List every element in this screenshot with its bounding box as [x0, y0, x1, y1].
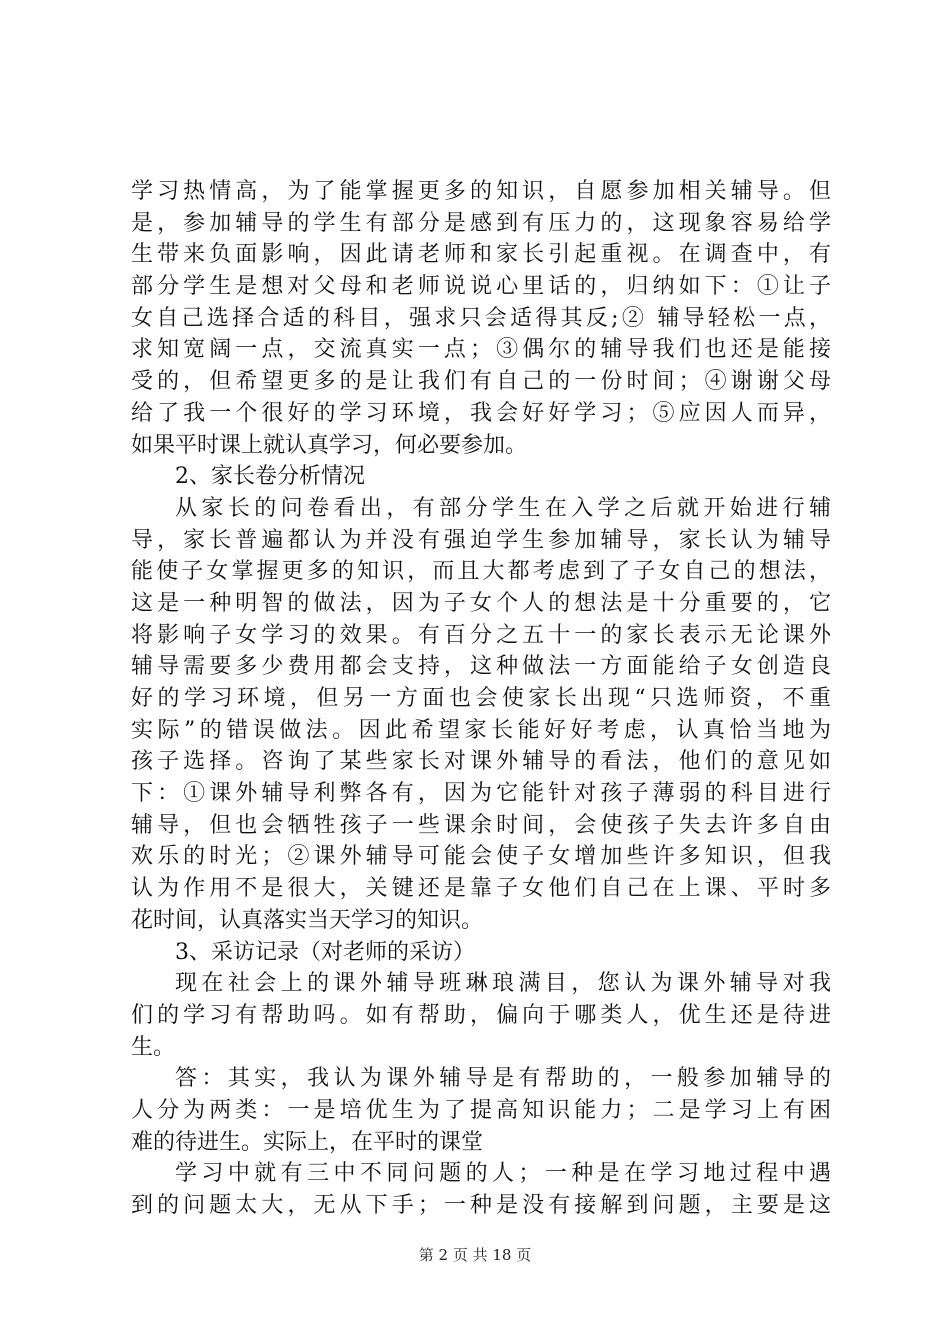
- text-line: 下：①课外辅导利弊各有，因为它能针对孩子薄弱的科目进行: [131, 781, 831, 807]
- text-line: 从家长的问卷看出，有部分学生在入学之后就开始进行辅: [175, 495, 831, 521]
- text-line: 辅导，但也会牺牲孩子一些课余时间，会使孩子失去许多自由: [131, 812, 831, 838]
- text-line: 好的学习环境，但另一方面也会使家长出现“只选师资，不重: [131, 686, 831, 711]
- paragraph-interview-answer: [131, 1063, 831, 1158]
- text-line: 辅导需要多少费用都会支持，这种做法一方面能给子女创造良: [131, 654, 831, 680]
- section-heading-interview: 3、采访记录（对老师的采访）: [175, 939, 475, 965]
- text-line: 是，参加辅导的学生有部分是感到有压力的，这现象容易给学: [131, 210, 831, 236]
- page-number-footer: 第 2 页 共 18 页: [418, 1246, 532, 1264]
- text-line: 人分为两类：一是培优生为了提高知识能力；二是学习上有困: [131, 1097, 831, 1123]
- text-line: 部分学生是想对父母和老师说说心里话的，归纳如下：①让子: [131, 274, 831, 300]
- text-line: 到的问题太大，无从下手；一种是没有接解到问题，主要是这: [131, 1193, 831, 1218]
- text-line: 欢乐的时光；②课外辅导可能会使子女增加些许多知识，但我: [131, 844, 831, 870]
- text-line: 生。: [131, 1034, 176, 1060]
- paragraph-interview-question: [131, 968, 831, 1063]
- text-line: 孩子选择。咨询了某些家长对课外辅导的看法，他们的意见如: [131, 749, 831, 775]
- paragraph-interview-answer-continued: [131, 1158, 831, 1221]
- text-line: 女自己选择合适的科目，强求只会适得其反;② 辅导轻松一点，: [131, 305, 831, 331]
- paragraph-parent-analysis: [131, 493, 831, 937]
- text-line: 答：其实，我认为课外辅导是有帮助的，一般参加辅导的: [175, 1066, 831, 1092]
- text-line: 能使子女掌握更多的知识，而且大都考虑到了子女自己的想法，: [131, 559, 831, 585]
- text-line: 将影响子女学习的效果。有百分之五十一的家长表示无论课外: [131, 622, 831, 648]
- text-line: 如果平时课上就认真学习，何必要参加。: [131, 432, 528, 458]
- document-body: [131, 176, 831, 1222]
- text-line: 受的，但希望更多的是让我们有自己的一份时间；④谢谢父母: [131, 369, 831, 395]
- section-heading-parent-survey: 2、家长卷分析情况: [175, 464, 365, 490]
- text-line: 学习中就有三中不同问题的人；一种是在学习地过程中遇: [175, 1161, 831, 1187]
- text-line: 难的待进生。实际上，在平时的课堂: [131, 1129, 484, 1155]
- text-line: 求知宽阔一点，交流真实一点；③偶尔的辅导我们也还是能接: [131, 337, 831, 363]
- text-line: 学习热情高，为了能掌握更多的知识，自愿参加相关辅导。但: [131, 179, 831, 204]
- text-line: 实际”的错误做法。因此希望家长能好好考虑，认真恰当地为: [131, 717, 831, 743]
- text-line: 花时间，认真落实当天学习的知识。: [131, 907, 484, 933]
- text-line: 给了我一个很好的学习环境，我会好好学习；⑤应因人而异，: [131, 400, 831, 426]
- text-line: 现在社会上的课外辅导班琳琅满目，您认为课外辅导对我: [175, 971, 831, 997]
- text-line: 这是一种明智的做法，因为子女个人的想法是十分重要的，它: [131, 590, 831, 616]
- paragraph-student-feedback: [131, 176, 831, 461]
- text-line: 导，家长普遍都认为并没有强迫学生参加辅导，家长认为辅导: [131, 527, 831, 553]
- text-line: 们的学习有帮助吗。如有帮助，偏向于哪类人，优生还是待进: [131, 1002, 831, 1028]
- text-line: 认为作用不是很大，关键还是靠子女他们自己在上课、平时多: [131, 876, 831, 902]
- text-line: 生带来负面影响，因此请老师和家长引起重视。在调查中，有: [131, 242, 831, 268]
